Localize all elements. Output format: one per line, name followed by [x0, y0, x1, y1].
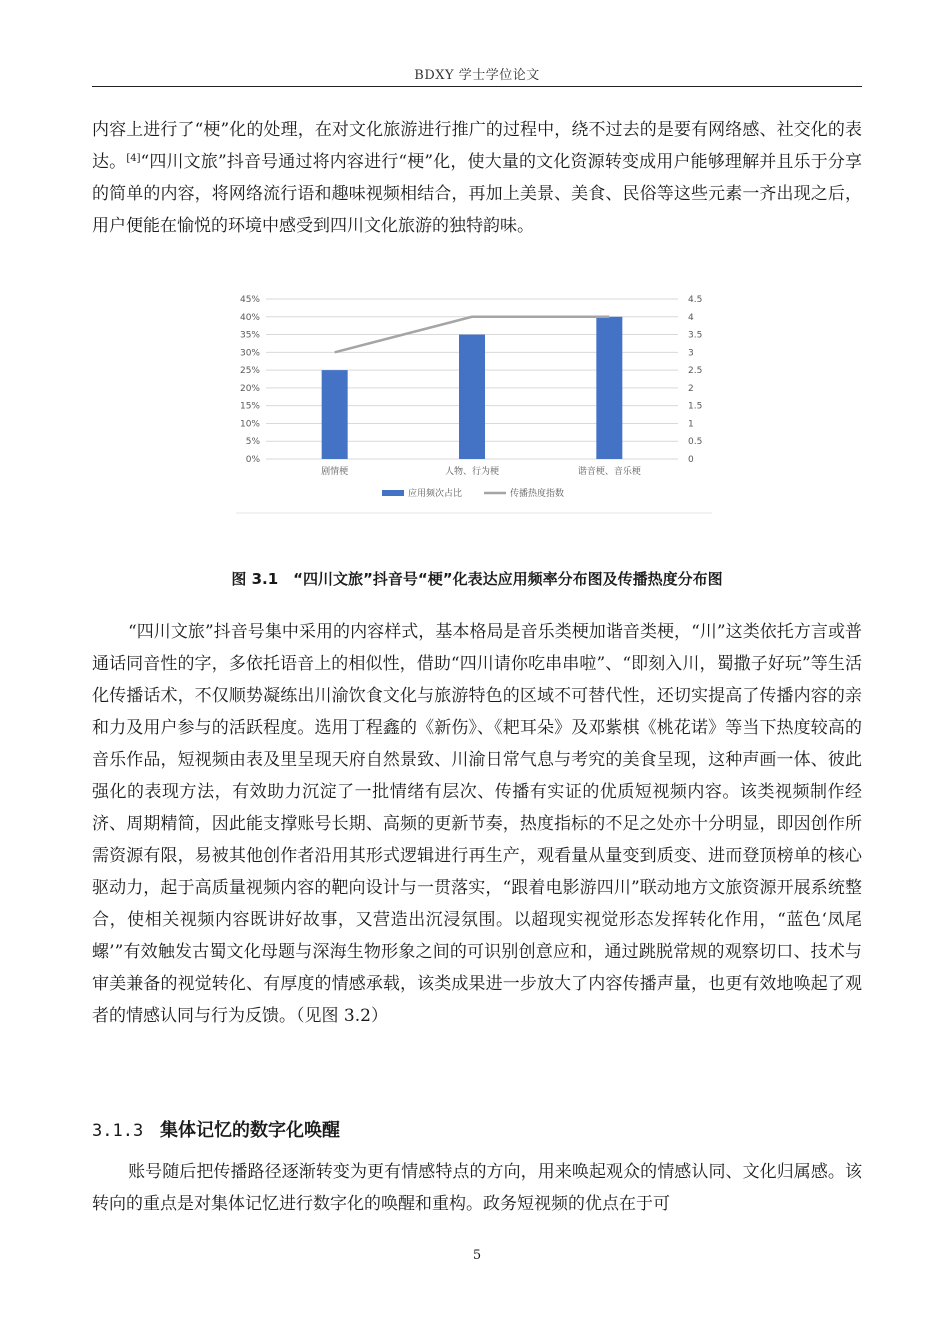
legend-label-bar: 应用频次占比	[408, 489, 463, 499]
citation-ref: [4]	[126, 153, 141, 164]
figure-caption: 图 3.1 “四川文旅”抖音号“梗”化表达应用频率分布图及传播热度分布图	[231, 570, 723, 588]
paragraph-1-text-a: 内容上进行了“梗”化的处理，在对文化旅游进行推广的过程中，绕不过去的是要有网络感、社交化的表达。	[92, 120, 862, 172]
y-right-tick-label: 1.5	[688, 401, 703, 412]
paragraph-2-text: “四川文旅”抖音号集中采用的内容样式，基本格局是音乐类梗加谐音类梗，“川”这类依托方言或普通话同音性的字，多依托语音上的相似性，借助“四川请你吃串串啦”、“即刻入川，蜀撒子好玩”等生活化传播话术，不仅顺势凝练出川渝饮食文化与旅游特色的区域不可替代性，还切实提高了传播内容的亲和力及用户参与的活跃程度。选用丁程鑫的《新伤》、《耙耳朵》及邓紫棋《桃花诺》等当下热度较高的音乐作品，短视频由表及里呈现天府自然景致、川渝日常气息与考究的美食呈现，这种声画一体、彼此强化的表现方法，有效助力沉淀了一批情绪有层次、传播有实证的优质短视频内容。该类视频制作经济、周期精简，因此能支撑账号长期、高频的更新节奏，热度指标的不足之处亦十分明显，即因创作所需资源有限，易被其他创作者沿用其形式逻辑进行再生产，观看量从量变到质变、进而登顶榜单的核心驱动力，起于高质量视频内容的靶向设计与一贯落实，“跟着电影游四川”联动地方文旅资源开展系统整合，使相关视频内容既讲好故事，又营造出沉浸氛围。以超现实视觉形态发挥转化作用，“蓝色‘凤尾螺’”有效触发古蜀文化母题与深海生物形象之间的可识别创意应和，通过跳脱常规的观察切口、技术与审美兼备的视觉转化、有厚度的情感承载，该类成果进一步放大了内容传播声量，也更有效地唤起了观者的情感认同与行为反馈。（见图 3.2）	[92, 622, 862, 1026]
page-number: 5	[472, 1248, 482, 1263]
chart-svg	[236, 280, 712, 516]
y-right-tick-label: 3.5	[688, 330, 703, 341]
y-left-tick-label: 30%	[239, 348, 260, 359]
y-left-tick-label: 10%	[239, 419, 260, 430]
bar-1	[322, 370, 348, 459]
paragraph-2	[92, 616, 862, 1032]
chart	[236, 280, 712, 516]
y-right-tick-label: 0	[688, 455, 694, 465]
category-label: 谐音梗、音乐梗	[577, 467, 641, 477]
category-label: 人物、行为梗	[444, 467, 500, 477]
y-left-tick-label: 5%	[245, 437, 260, 448]
y-left-tick-label: 45%	[239, 295, 260, 305]
y-left-tick-label: 25%	[239, 366, 260, 377]
header-rule	[92, 86, 862, 87]
running-header: BDXY 学士学位论文	[414, 68, 540, 83]
section-number: 3.1.3	[92, 1121, 144, 1141]
paragraph-1-text-b: “四川文旅”抖音号通过将内容进行“梗”化，使大量的文化资源转变成用户能够理解并且乐于分享的简单的内容，将网络流行语和趣味视频相结合，再加上美景、美食、民俗等这些元素一齐出现之后，用户便能在愉悦的环境中感受到四川文化旅游的独特韵味。	[92, 152, 863, 236]
legend-label-line: 传播热度指数	[510, 489, 565, 499]
section-heading	[92, 1116, 340, 1142]
y-left-tick-label: 15%	[239, 401, 260, 412]
category-label: 剧情梗	[321, 467, 349, 477]
y-left-tick-label: 20%	[239, 383, 260, 394]
y-right-tick-label: 4	[688, 312, 694, 323]
y-right-tick-label: 1	[688, 419, 694, 430]
y-right-tick-label: 3	[688, 348, 694, 359]
y-left-tick-label: 35%	[239, 330, 260, 341]
paragraph-3	[92, 1156, 862, 1220]
paragraph-3-text: 账号随后把传播路径逐渐转变为更有情感特点的方向，用来唤起观众的情感认同、文化归属感。该转向的重点是对集体记忆进行数字化的唤醒和重构。政务短视频的优点在于可	[92, 1162, 862, 1214]
legend-swatch-bar	[382, 490, 404, 496]
y-right-tick-label: 2.5	[688, 366, 703, 377]
bar-3	[596, 317, 622, 459]
bar-2	[459, 335, 485, 459]
section-title: 集体记忆的数字化唤醒	[160, 1120, 340, 1141]
y-right-tick-label: 2	[688, 383, 694, 394]
y-left-tick-label: 0%	[245, 455, 260, 465]
y-right-tick-label: 4.5	[688, 295, 703, 305]
y-right-tick-label: 0.5	[688, 437, 703, 448]
paragraph-1	[92, 114, 862, 242]
y-left-tick-label: 40%	[239, 312, 260, 323]
